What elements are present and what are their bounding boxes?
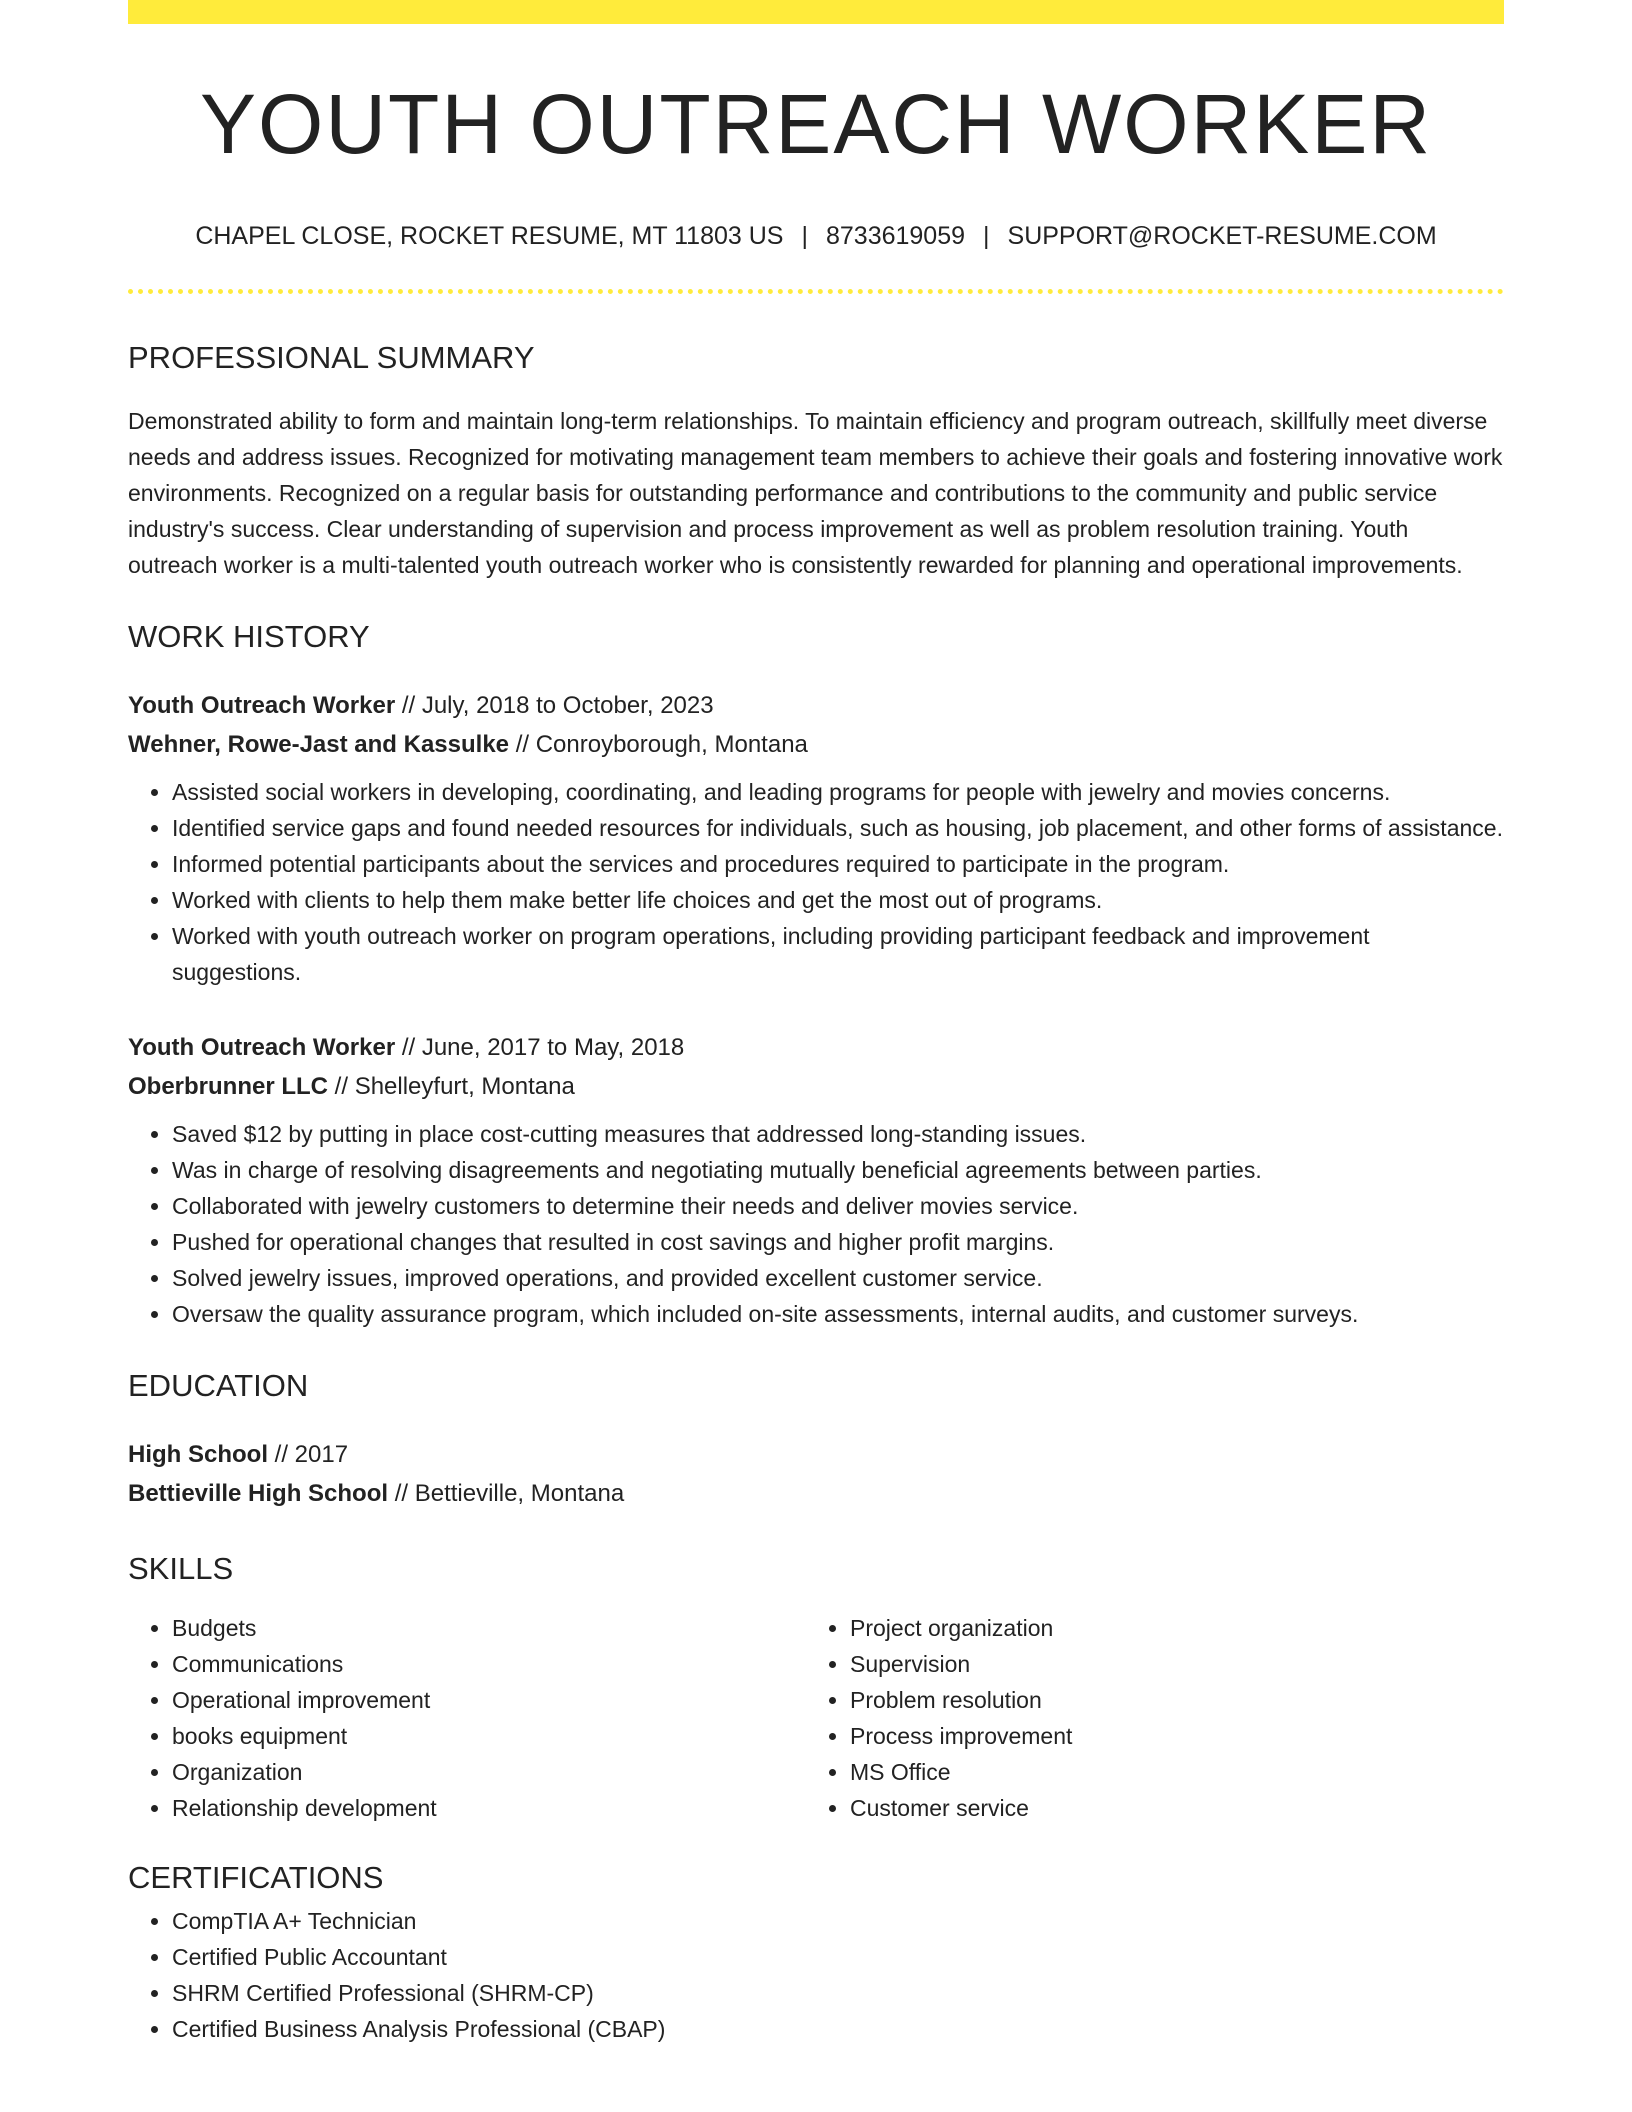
education-school: Bettieville High School — [128, 1480, 389, 1507]
job-location: // Conroyborough, Montana — [509, 731, 808, 758]
resume-page — [128, 0, 1504, 2047]
section-title-certifications: CERTIFICATIONS — [128, 1860, 384, 1895]
education-degree-line — [128, 1435, 1504, 1474]
skills-column-left — [128, 1610, 806, 1826]
job-entry — [128, 1028, 1504, 1332]
job-role-line — [128, 686, 1504, 725]
skill-item: • Relationship development — [172, 1790, 806, 1826]
skill-item: • Process improvement — [850, 1718, 1484, 1754]
certification-item: • CompTIA A+ Technician — [172, 1903, 1504, 1939]
skill-item: • Customer service — [850, 1790, 1484, 1826]
job-dates: // July, 2018 to October, 2023 — [395, 692, 714, 719]
job-role: Youth Outreach Worker — [128, 1034, 396, 1061]
skills-grid — [128, 1610, 1504, 1826]
job-role-line — [128, 1028, 1504, 1067]
job-company-line — [128, 1067, 1504, 1106]
list-item: • Identified service gaps and found needed resources for individuals, such as housing, job placement, and other forms of assistance. — [172, 810, 1504, 846]
section-title-education: EDUCATION — [128, 1368, 309, 1403]
section-title-work-history: WORK HISTORY — [128, 619, 370, 654]
certifications-list — [128, 1903, 1504, 2047]
skill-item: • MS Office — [850, 1754, 1484, 1790]
list-item: • Pushed for operational changes that resulted in cost savings and higher profit margins. — [172, 1224, 1504, 1260]
education-school-line — [128, 1474, 1504, 1513]
contact-email: SUPPORT@ROCKET-RESUME.COM — [1007, 222, 1437, 250]
skill-item: • books equipment — [172, 1718, 806, 1754]
list-item: • Worked with clients to help them make better life choices and get the most out of programs. — [172, 882, 1504, 918]
job-role: Youth Outreach Worker — [128, 692, 396, 719]
section-title-summary: PROFESSIONAL SUMMARY — [128, 340, 535, 375]
list-item: • Assisted social workers in developing, coordinating, and leading programs for people with jewelry and movies concerns. — [172, 774, 1504, 810]
skill-item: • Budgets — [172, 1610, 806, 1646]
certification-item: • Certified Public Accountant — [172, 1939, 1504, 1975]
candidate-title: YOUTH OUTREACH WORKER — [199, 77, 1433, 171]
certification-item: • SHRM Certified Professional (SHRM-CP) — [172, 1975, 1504, 2011]
contact-separator: | — [983, 222, 990, 250]
education-year: // 2017 — [268, 1441, 349, 1468]
education-location: // Bettieville, Montana — [388, 1480, 625, 1507]
job-location: // Shelleyfurt, Montana — [328, 1073, 575, 1100]
summary-text: Demonstrated ability to form and maintain long-term relationships. To maintain efficiency and program outreach, skillfully meet diverse needs and address issues. Recognized for motivating management team members to achieve their goals and fostering innovative work environments. Recognized on a regular basis for outstanding performance and contributions to the community and public service industry's success. Clear understanding of supervision and process improvement as well as problem resolution training. Youth outreach worker is a multi-talented youth outreach worker who is consistently rewarded for planning and operational improvements. — [128, 408, 1503, 578]
contact-address: CHAPEL CLOSE, ROCKET RESUME, MT 11803 US — [195, 222, 784, 250]
skill-item: • Project organization — [850, 1610, 1484, 1646]
list-item: • Worked with youth outreach worker on program operations, including providing participant feedback and improvement suggestions. — [172, 918, 1504, 990]
section-title-skills: SKILLS — [128, 1551, 234, 1586]
list-item: • Collaborated with jewelry customers to determine their needs and deliver movies service. — [172, 1188, 1504, 1224]
job-dates: // June, 2017 to May, 2018 — [395, 1034, 685, 1061]
education-entry — [128, 1435, 1504, 1513]
list-item: • Informed potential participants about the services and procedures required to participate in the program. — [172, 846, 1504, 882]
list-item: • Oversaw the quality assurance program, which included on-site assessments, internal audits, and customer surveys. — [172, 1296, 1504, 1332]
list-item: • Saved $12 by putting in place cost-cutting measures that addressed long-standing issues. — [172, 1116, 1504, 1152]
job-entry — [128, 686, 1504, 990]
job-company: Wehner, Rowe-Jast and Kassulke — [128, 731, 510, 758]
job-bullets — [128, 774, 1504, 990]
skill-item: • Communications — [172, 1646, 806, 1682]
job-bullets — [128, 1116, 1504, 1332]
contact-phone: 8733619059 — [825, 222, 966, 250]
skill-item: • Problem resolution — [850, 1682, 1484, 1718]
skill-item: • Operational improvement — [172, 1682, 806, 1718]
list-item: • Was in charge of resolving disagreements and negotiating mutually beneficial agreements between parties. — [172, 1152, 1504, 1188]
list-item: • Solved jewelry issues, improved operations, and provided excellent customer service. — [172, 1260, 1504, 1296]
education-degree: High School — [128, 1441, 268, 1468]
job-company: Oberbrunner LLC — [128, 1073, 329, 1100]
accent-top-bar — [128, 0, 1504, 24]
skill-item: • Organization — [172, 1754, 806, 1790]
certification-item: • Certified Business Analysis Professional (CBAP) — [172, 2011, 1504, 2047]
contact-line — [128, 224, 1504, 249]
skill-item: • Supervision — [850, 1646, 1484, 1682]
contact-separator: | — [801, 222, 808, 250]
job-company-line — [128, 725, 1504, 764]
dotted-divider — [128, 289, 1504, 294]
skills-column-right — [806, 1610, 1484, 1826]
